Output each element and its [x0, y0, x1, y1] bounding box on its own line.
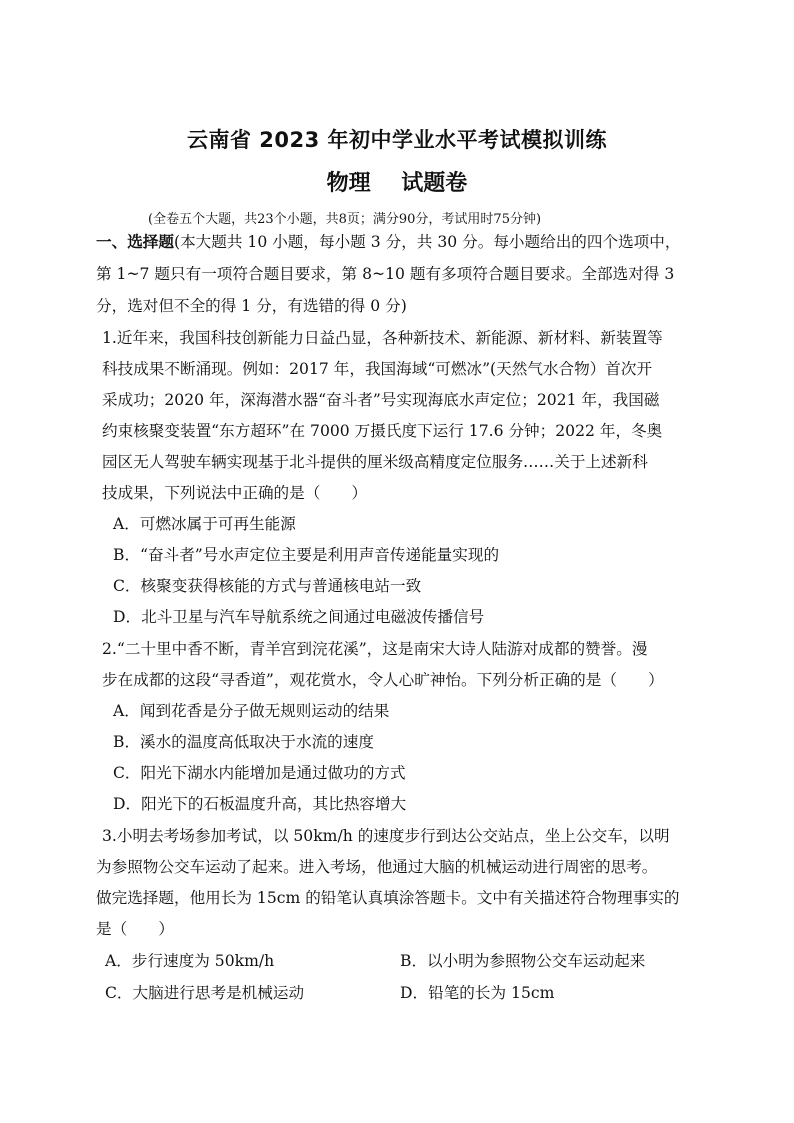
q2-stem-line-1: 2.“二十里中香不断，青羊宫到浣花溪”，这是南宋大诗人陆游对成都的赞誉。漫 [102, 640, 648, 658]
q3-stem-line-1: 3.小明去考场参加考试，以 50km/h 的速度步行到达公交站点，坐上公交车，以明 [102, 827, 670, 845]
q2-stem-line-2: 步在成都的这段“寻香道”，观花赏水，令人心旷神怡。下列分析正确的是（ ） [102, 671, 664, 689]
q1-stem-line-2: 科技成果不断涌现。例如：2017 年，我国海域“可燃冰”(天然气水合物）首次开 [102, 360, 653, 378]
q3-stem-line-4: 是（ ） [96, 920, 174, 938]
q3-option-a: A．步行速度为 50km/h [105, 952, 275, 970]
section1-instructions-2: 第 1~7 题只有一项符合题目要求，第 8~10 题有多项符合题目要求。全部选对得 3 [96, 265, 675, 283]
q1-stem-line-4: 约束核聚变装置“东方超环”在 7000 万摄氏度下运行 17.6 分钟；2022 年，冬奥 [102, 422, 663, 440]
exam-note: (全卷五个大题，共23个小题，共8页；满分90分，考试用时75分钟) [148, 212, 542, 227]
q1-option-d: D．北斗卫星与汽车导航系统之间通过电磁波传播信号 [113, 608, 485, 626]
section1-instructions-1: (本大题共 10 小题，每小题 3 分，共 30 分。每小题给出的四个选项中， [173, 233, 681, 251]
q3-option-c: C．大脑进行思考是机械运动 [105, 984, 305, 1002]
q2-option-c: C．阳光下湖水内能增加是通过做功的方式 [113, 764, 406, 782]
q2-option-a: A．闻到花香是分子做无规则运动的结果 [113, 702, 390, 720]
exam-title: 云南省 2023 年初中学业水平考试模拟训练 [186, 128, 608, 152]
q1-stem-line-3: 采成功；2020 年，深海潜水器“奋斗者”号实现海底水声定位；2021 年，我国磁 [102, 391, 660, 409]
q1-stem-line-1: 1.近年来，我国科技创新能力日益凸显，各种新技术、新能源、新材料、新装置等 [102, 329, 663, 347]
q2-option-b: B．溪水的温度高低取决于水流的速度 [113, 733, 374, 751]
section1-instructions-3: 分，选对但不全的得 1 分，有选错的得 0 分) [96, 297, 407, 315]
exam-subtitle: 物理 试题卷 [326, 171, 468, 196]
section1-heading: 一、选择题 [96, 232, 174, 251]
q2-option-d: D．阳光下的石板温度升高，其比热容增大 [113, 795, 407, 813]
q1-stem-line-5: 园区无人驾驶车辆实现基于北斗提供的厘米级高精度定位服务……关于上述新科 [102, 453, 648, 471]
q1-option-a: A．可燃冰属于可再生能源 [113, 515, 296, 533]
q3-stem-line-3: 做完选择题，他用长为 15cm 的铅笔认真填涂答题卡。文中有关描述符合物理事实的 [96, 889, 680, 907]
q1-option-b: B．“奋斗者”号水声定位主要是利用声音传递能量实现的 [113, 546, 500, 564]
q3-option-b: B．以小明为参照物公交车运动起来 [400, 952, 646, 970]
section1-line-1 [96, 232, 680, 252]
q1-option-c: C．核聚变获得核能的方式与普通核电站一致 [113, 577, 422, 595]
q3-stem-line-2: 为参照物公交车运动了起来。进入考场，他通过大脑的机械运动进行周密的思考。 [96, 858, 658, 876]
q3-option-d: D．铅笔的长为 15cm [400, 984, 555, 1002]
q1-stem-line-6: 技成果，下列说法中正确的是（ ） [102, 484, 368, 502]
